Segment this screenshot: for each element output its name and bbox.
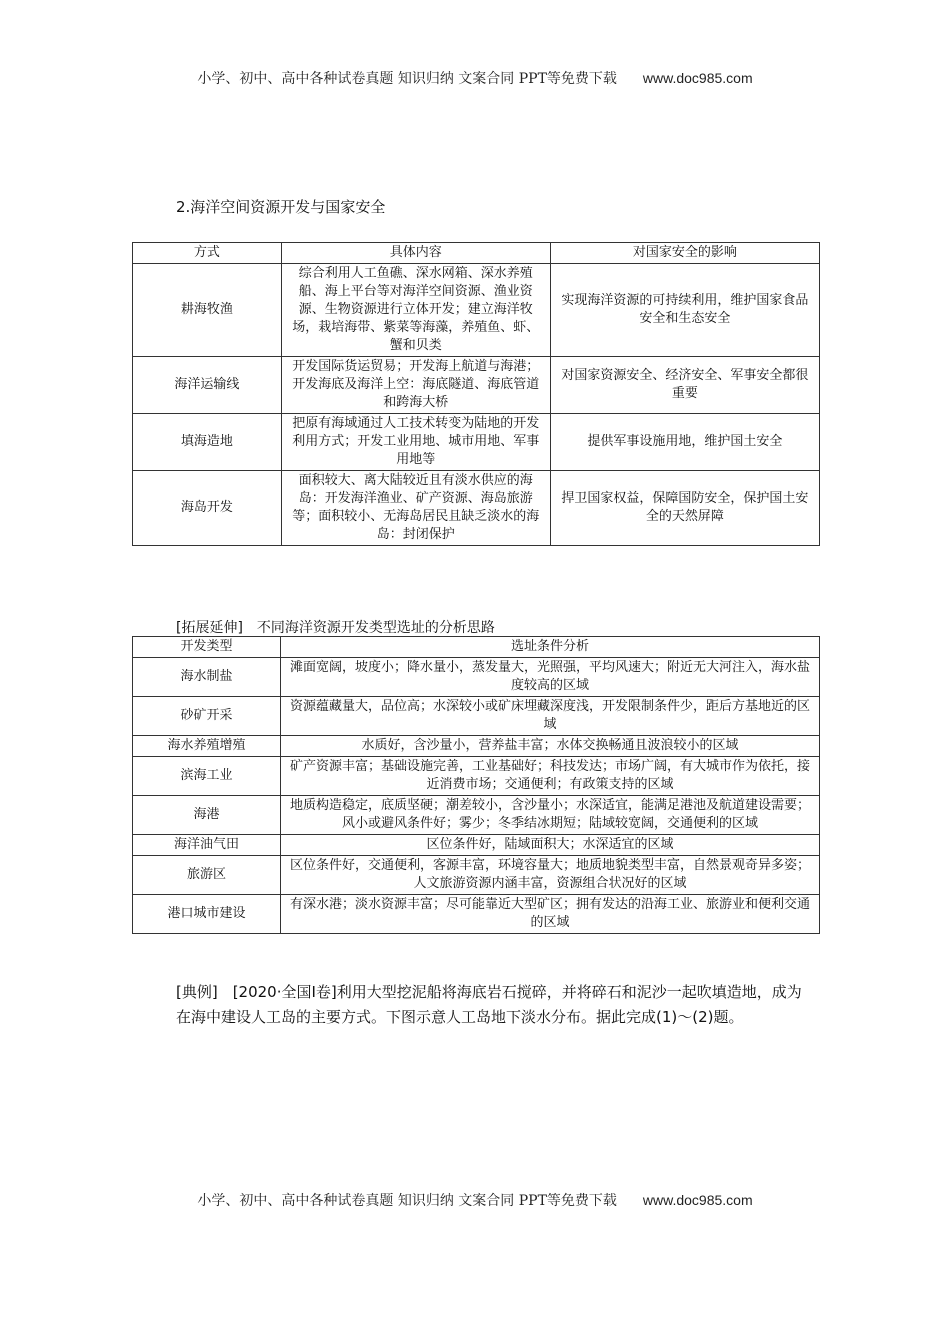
marine-space-resource-table: [132, 242, 820, 546]
table-row: [133, 697, 820, 736]
row-analysis: 资源蕴藏量大，品位高；水深较小或矿床埋藏深度浅，开发限制条件少，距后方基地近的区域: [281, 697, 820, 736]
row-type: 海洋油气田: [133, 835, 281, 856]
row-mode: 海岛开发: [133, 471, 282, 546]
table-row: [133, 796, 820, 835]
row-type: 砂矿开采: [133, 697, 281, 736]
row-mode: 耕海牧渔: [133, 264, 282, 357]
row-content: 把原有海域通过人工技术转变为陆地的开发利用方式；开发工业用地、城市用地、军事用地等: [281, 414, 550, 471]
header-content: 具体内容: [281, 243, 550, 264]
page-footer: [0, 1190, 950, 1210]
example-text: [典例] [2020·全国Ⅰ卷]利用大型挖泥船将海底岩石搅碎，并将碎石和泥沙一起吹填造地，成为在海中建设人工岛的主要方式。下图示意人工岛地下淡水分布。据此完成(1)～(2)题。: [176, 983, 802, 1026]
footer-site[interactable]: www.doc985.com: [642, 1192, 753, 1208]
header-analysis: 选址条件分析: [281, 637, 820, 658]
row-impact: 捍卫国家权益，保障国防安全，保护国土安全的天然屏障: [550, 471, 819, 546]
row-impact: 实现海洋资源的可持续利用，维护国家食品安全和生态安全: [550, 264, 819, 357]
table-row: [133, 264, 820, 357]
row-mode: 海洋运输线: [133, 357, 282, 414]
table-row: [133, 736, 820, 757]
table-header-row: [133, 637, 820, 658]
table-row: [133, 414, 820, 471]
row-type: 旅游区: [133, 856, 281, 895]
table-row: [133, 471, 820, 546]
table-row: [133, 757, 820, 796]
row-type: 港口城市建设: [133, 895, 281, 934]
row-mode: 填海造地: [133, 414, 282, 471]
row-content: 开发国际货运贸易；开发海上航道与海港；开发海底及海洋上空：海底隧道、海底管道和跨海大桥: [281, 357, 550, 414]
extension-note: [拓展延伸] 不同海洋资源开发类型选址的分析思路: [176, 620, 495, 636]
row-content: 综合利用人工鱼礁、深水网箱、深水养殖船、海上平台等对海洋空间资源、渔业资源、生物资源进行立体开发；建立海洋牧场，栽培海带、紫菜等海藻，养殖鱼、虾、蟹和贝类: [281, 264, 550, 357]
table-row: [133, 658, 820, 697]
row-impact: 对国家资源安全、经济安全、军事安全都很重要: [550, 357, 819, 414]
footer-text: 小学、初中、高中各种试卷真题 知识归纳 文案合同 PPT等免费下载: [197, 1193, 617, 1209]
table-row: [133, 835, 820, 856]
row-analysis: 滩面宽阔，坡度小；降水量小，蒸发量大，光照强，平均风速大；附近无大河注入，海水盐度较高的区域: [281, 658, 820, 697]
row-analysis: 水质好，含沙量小，营养盐丰富；水体交换畅通且波浪较小的区域: [281, 736, 820, 757]
header-mode: 方式: [133, 243, 282, 264]
row-type: 海水制盐: [133, 658, 281, 697]
row-analysis: 区位条件好，陆域面积大；水深适宜的区域: [281, 835, 820, 856]
header-site[interactable]: www.doc985.com: [642, 70, 753, 86]
header-type: 开发类型: [133, 637, 281, 658]
example-question: [142, 980, 812, 1030]
row-content: 面积较大、离大陆较近且有淡水供应的海岛：开发海洋渔业、矿产资源、海岛旅游等；面积较小、无海岛居民且缺乏淡水的海岛：封闭保护: [281, 471, 550, 546]
row-type: 海港: [133, 796, 281, 835]
row-analysis: 区位条件好，交通便利，客源丰富，环境容量大；地质地貌类型丰富，自然景观奇异多姿；人文旅游资源内涵丰富，资源组合状况好的区域: [281, 856, 820, 895]
site-selection-table: [132, 636, 820, 934]
table-row: [133, 856, 820, 895]
table-row: [133, 895, 820, 934]
header-impact: 对国家安全的影响: [550, 243, 819, 264]
row-impact: 提供军事设施用地，维护国土安全: [550, 414, 819, 471]
table-row: [133, 357, 820, 414]
header-text: 小学、初中、高中各种试卷真题 知识归纳 文案合同 PPT等免费下载: [197, 71, 617, 87]
row-analysis: 矿产资源丰富；基础设施完善，工业基础好；科技发达；市场广阔，有大城市作为依托，接近消费市场；交通便利；有政策支持的区域: [281, 757, 820, 796]
row-analysis: 有深水港；淡水资源丰富；尽可能靠近大型矿区；拥有发达的沿海工业、旅游业和便利交通的区域: [281, 895, 820, 934]
section-title: 2.海洋空间资源开发与国家安全: [176, 198, 386, 216]
row-type: 滨海工业: [133, 757, 281, 796]
page-header: [0, 68, 950, 88]
table-header-row: [133, 243, 820, 264]
row-type: 海水养殖增殖: [133, 736, 281, 757]
row-analysis: 地质构造稳定，底质坚硬；潮差较小，含沙量小；水深适宜，能满足港池及航道建设需要；风小或避风条件好；雾少；冬季结冰期短；陆域较宽阔，交通便利的区域: [281, 796, 820, 835]
